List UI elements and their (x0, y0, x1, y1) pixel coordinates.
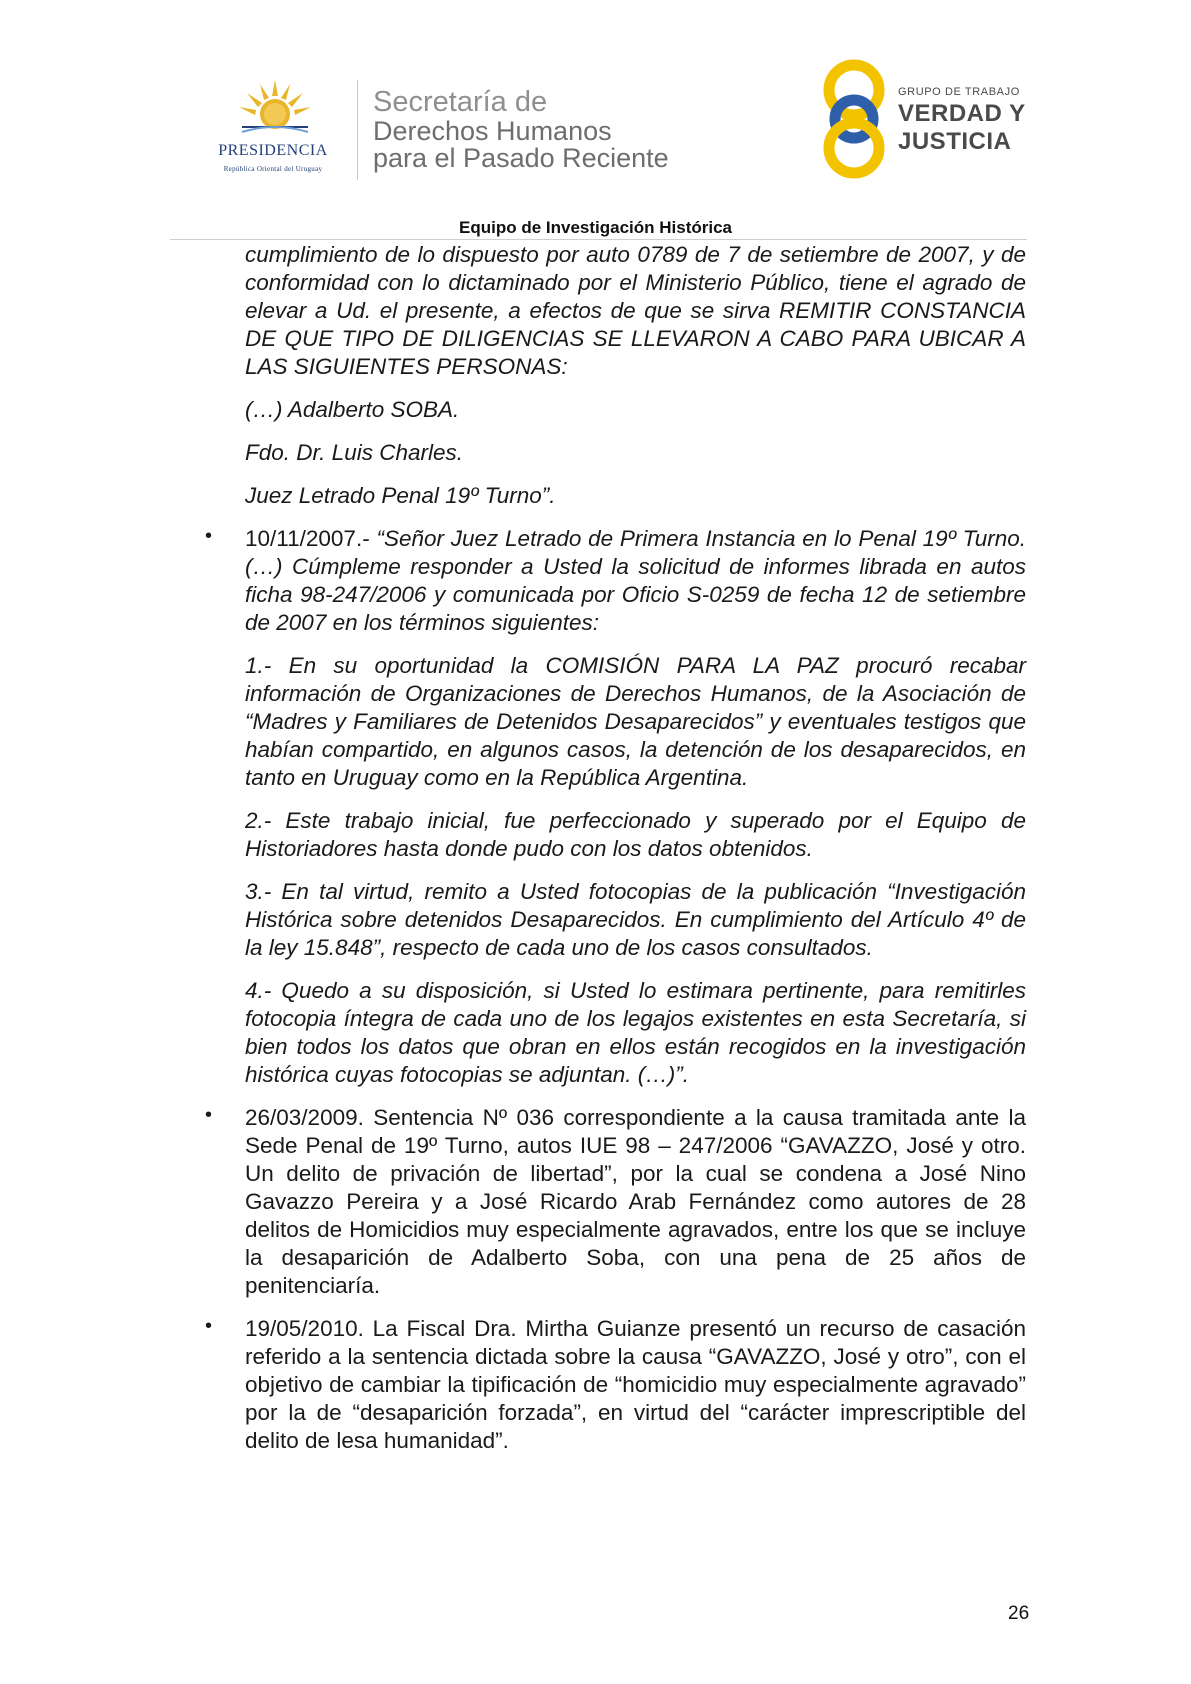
vj-group-label: GRUPO DE TRABAJO (898, 86, 1020, 98)
bullet-text: 19/05/2010. La Fiscal Dra. Mirtha Guianze presentó un recurso de casación referido a la sentencia dictada sobre la causa “GAVAZZO, José y otro”, con el objetivo de cambiar la tipificación de “homicidio muy especialmente agravado” por la de “desaparición forzada”, en virtud del “carácter imprescriptible del delito de lesa humanidad”. (245, 1316, 1026, 1453)
verdad-justicia-text (898, 87, 1026, 154)
page-number: 26 (1008, 1603, 1030, 1624)
list-item (205, 525, 1026, 637)
secretaria-title (373, 88, 669, 173)
bullet-date: 10/11/2007.- (245, 526, 377, 551)
paragraph-judge: Juez Letrado Penal 19º Turno”. (245, 483, 556, 508)
interlocked-rings-icon (818, 57, 890, 181)
document-body (205, 241, 1026, 1455)
header-rule (170, 239, 1027, 240)
quote-point-3: 3.- En tal virtud, remito a Usted fotocopias de la publicación “Investigación Histórica sobre detenidos Desaparecidos. En cumplimiento del Artículo 4º de la ley 15.848”, respecto de cada uno de los casos consultados. (245, 879, 1026, 960)
presidencia-subtitle: República Oriental del Uruguay (223, 165, 323, 173)
quote-point-4: 4.- Quedo a su disposición, si Usted lo estimara pertinente, para remitirles fotocopia íntegra de cada uno de los legajos existentes en esta Secretaría, si bien todos los datos que obran en ellos están recogidos en la investigación histórica cuyas fotocopias se adjuntan. (…)”. (245, 978, 1026, 1087)
presidencia-name: PRESIDENCIA (218, 142, 328, 159)
bullet-quote: “Señor Juez Letrado de Primera Instancia en lo Penal 19º Turno. (…) Cúmpleme responder a Usted la solicitud de informes librada en autos ficha 98-247/2006 y comunicada por Oficio S-0259 de fecha 12 de setiembre de 2007 en los términos siguientes: (245, 526, 1026, 635)
secretaria-line-1: Secretaría de (373, 86, 548, 118)
secretaria-line-3: para el Pasado Reciente (373, 143, 669, 174)
list-item (205, 1315, 1026, 1455)
bullet-marker: • (205, 1104, 213, 1126)
presidencia-logo (198, 80, 348, 178)
page-header (0, 0, 1191, 250)
paragraph-adalberto: (…) Adalberto SOBA. (245, 397, 460, 422)
team-heading: Equipo de Investigación Histórica (459, 218, 732, 237)
verdad-justicia-logo (818, 57, 1034, 181)
paragraph-continuation: cumplimiento de lo dispuesto por auto 0789 de 7 de setiembre de 2007, y de conformidad con lo dictaminado por el Ministerio Público, tiene el agrado de elevar a Ud. el presente, a efectos de que se sirva REMITIR CONSTANCIA DE QUE TIPO DE DILIGENCIAS SE LLEVARON A CABO PARA UBICAR A LAS SIGUIENTES PERSONAS: (245, 242, 1026, 379)
bullet-marker: • (205, 525, 213, 547)
logo-divider (357, 80, 358, 180)
paragraph-signature: Fdo. Dr. Luis Charles. (245, 440, 463, 465)
bullet-text (245, 525, 1026, 637)
quote-point-1: 1.- En su oportunidad la COMISIÓN PARA LA PAZ procuró recabar información de Organizaciones de Derechos Humanos, de la Asociación de “Madres y Familiares de Detenidos Desaparecidos” y eventuales testigos que habían compartido, en algunos casos, la detención de los desaparecidos, en tanto en Uruguay como en la República Argentina. (245, 653, 1026, 790)
list-item (205, 1104, 1026, 1300)
bullet-text: 26/03/2009. Sentencia Nº 036 correspondiente a la causa tramitada ante la Sede Penal de 19º Turno, autos IUE 98 – 247/2006 “GAVAZZO, José y otro. Un delito de privación de libertad”, por la cual se condena a José Nino Gavazzo Pereira y a José Ricardo Arab Fernández como autores de 28 delitos de Homicidios muy especialmente agravados, entre los que se incluye la desaparición de Adalberto Soba, con una pena de 25 años de penitenciaría. (245, 1105, 1026, 1298)
vj-line-1: VERDAD Y (898, 100, 1026, 127)
quote-point-2: 2.- Este trabajo inicial, fue perfeccionado y superado por el Equipo de Historiadores hasta donde pudo con los datos obtenidos. (245, 808, 1026, 861)
vj-line-2: JUSTICIA (898, 128, 1012, 155)
sun-emblem-icon (238, 80, 312, 136)
bullet-marker: • (205, 1315, 213, 1337)
secretaria-line-2: Derechos Humanos (373, 115, 612, 146)
